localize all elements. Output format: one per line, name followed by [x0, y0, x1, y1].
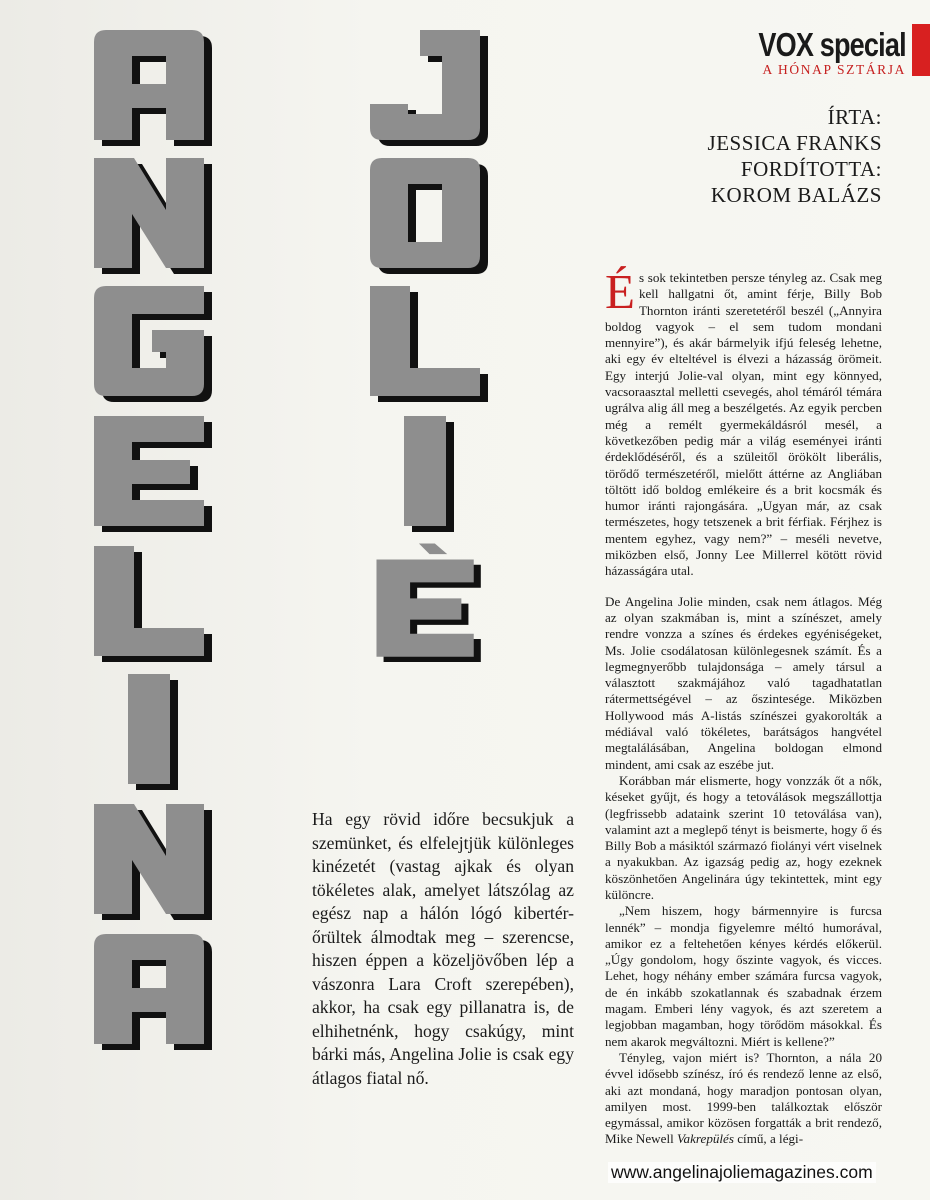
letter-a-2: [84, 928, 216, 1050]
letter-o: [360, 152, 492, 274]
letter-j: [360, 24, 492, 146]
letter-face: [94, 286, 204, 396]
letter-accent: [419, 544, 447, 555]
article-paragraph: [605, 1050, 882, 1148]
letter-a-1: [84, 24, 216, 146]
section-header: [690, 24, 930, 84]
credit-label-translator: FORDÍTOTTA:: [740, 157, 882, 181]
article-paragraph: Korábban már elismerte, hogy vonzzák őt a nők, késeket gyűjt, és hogy a tetoválások megszállottja (legfrissebb adataink szerint 10 tetoválása van), valamint azt a meglepő tényt is beismerte, hogy ő és Billy Bob a másiktól származó fiolányi vért viselnek a nyakukban. Az igazság pedig az, hogy ezeknek köszönhetően Angelinára úgy tekintettek, mint egy különcre.: [605, 772, 882, 902]
letter-n-2: [84, 798, 216, 920]
letter-face: [376, 559, 473, 656]
article-paragraph: „Nem hiszem, hogy bármennyire is furcsa lennék” – mondja figyelemre méltó humorával, amikor ez a feltehetően kényes kérdés előkerül. „Úgy gondolom, hogy őszinte vagyok, és vicces. Lehet, hogy néhány ember számára furcsa vagyok, de én inkább szokatlannak és szabadnak érzem magam. Emberi lény vagyok, és azt szeretem a legjobban magamban, hogy törődöm másokkal. És nem akarok megváltozni. Miért is kellene?”: [605, 903, 882, 1049]
red-accent-bar: [912, 24, 930, 76]
letter-i-2: [360, 410, 492, 532]
website-url: www.angelinajoliemagazines.com: [608, 1162, 876, 1183]
intro-text: Ha egy rövid időre becsukjuk a szemünket, és elfelejtjük különleges kinézetét (vastag ajkak és olyan tökéletes alak, amelyet látszólag az egész nap a hálón lógó kibertér-őrültek álmodtak meg – szerencse, hiszen éppen a közeljövőben lép a vászonra Lara Croft szerepében), akkor, ha csak egy pillanatra is, de elhihetnénk, hogy csakúgy, mint bárki más, Angelina Jolie is csak egy átlagos fiatal nő.: [312, 809, 574, 1088]
credit-author: JESSICA FRANKS: [707, 131, 882, 155]
letter-l: [84, 540, 216, 662]
letter-face: [94, 158, 204, 268]
letter-g: [84, 280, 216, 402]
drop-cap: É: [605, 264, 635, 319]
letter-face: [370, 286, 480, 396]
letter-n-1: [84, 152, 216, 274]
letter-e-2: [360, 540, 492, 662]
article-credits: [582, 104, 882, 208]
article-paragraph: De Angelina Jolie minden, csak nem átlagos. Még az olyan szakmában is, mint a színészet, amely rendre vonzza a színes és érdekes egyéniségeket, Ms. Jolie csodálatosan különlegesnek számít. És a legmegnyerőbb tulajdonsága – amely társul a választott szakmájához való tagadhatatlan rátermettségével – az őszintesége. Miközben Hollywood más A-listás színészei gyakorolták a médiával való tökéletes, barátságos hangvétel megtalálásában, Angelina boldogan elmond mindent, ami csak az eszébe jut.: [605, 593, 882, 772]
film-title: Vakrepülés: [677, 1131, 734, 1147]
credit-translator: KOROM BALÁZS: [710, 183, 882, 207]
letter-l-2: [360, 280, 492, 402]
letter-face: [370, 158, 480, 268]
letter-face: [94, 416, 204, 526]
magazine-section-title: VOX special: [758, 26, 906, 63]
letter-face: [370, 30, 480, 140]
letter-e: [84, 410, 216, 532]
paragraph-text: s sok tekintetben persze tényleg az. Csak meg kell hallgatni őt, amint férje, Billy Bob Thornton iránti szeretetéről beszél („Annyira boldog vagyok – el sem tudom mondani mennyire”), és akár bármelyik ifjú feleség lehetne, aki egy év elteltével is élvezi a házasság örömeit. Egy interjú Jolie-val olyan, mint egy könnyed, vacsoraasztal melletti csevegés, ahol témáról témára ugrálva alig áll meg a beszélgetés. Az egyik percben még a remélt gyermekáldásról mesél, a következőben pedig már a világ eseményei iránti érdeklődéséről, és a szüleitől örökölt liberális, törődő természetéről, mielőtt áttérne az Angliában töltött idő boldog emlékeire és a brit kocsmák és humor iránti rajongására. „Ugyan már, az csak természetes, hogy tetszenek a brit férfiak. Férjhez is mentem egyhez, vagy nem?” – meséli nevetve, miközben első, Jonny Lee Millerrel kötött rövid házasságára utal.: [605, 270, 882, 579]
paragraph-text: című, a légi-: [733, 1131, 804, 1147]
letter-face: [404, 416, 446, 526]
letter-face: [128, 674, 170, 784]
letter-face: [94, 546, 204, 656]
letter-face: [94, 30, 204, 140]
credit-label-author: ÍRTA:: [827, 105, 882, 129]
letter-face: [94, 934, 204, 1044]
paragraph-text: Tényleg, vajon miért is? Thornton, a nála 20 évvel idősebb színész, író és rendező lenne az első, aki azt mondaná, hogy maradjon pontosan olyan, amilyen most. 1999-ben találkoztak először egymással, amikor közösen forgatták a brit rendező, Mike Newell: [605, 1049, 882, 1147]
article-body: [605, 264, 882, 1148]
letter-i: [84, 668, 216, 790]
intro-paragraph: [312, 808, 574, 1090]
letter-face: [94, 804, 204, 914]
article-paragraph: [605, 264, 882, 580]
section-subtitle: A HÓNAP SZTÁRJA: [762, 62, 906, 77]
